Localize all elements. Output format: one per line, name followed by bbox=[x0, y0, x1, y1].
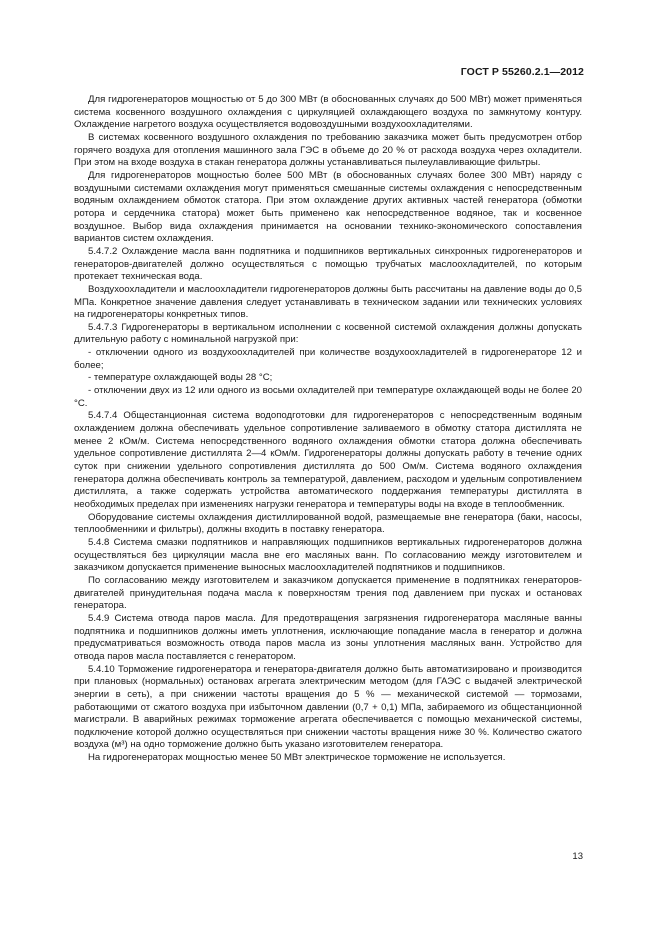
paragraph-cooler-pressure: Воздухоохладители и маслоохладители гидрогенераторов должны быть рассчитаны на давление воды до 0,5 МПа. Конкретное значение давления следует устанавливать в техническом задании или технических условиях на гидрогенераторы конкретных типов. bbox=[74, 283, 582, 321]
list-item-two-coolers-off: - отключении двух из 12 или одного из восьми охладителей при температуре охлаждающей воды не более 20 °С. bbox=[74, 385, 582, 409]
document-code-header: ГОСТ Р 55260.2.1—2012 bbox=[460, 66, 584, 78]
paragraph-distilled-equipment: Оборудование системы охлаждения дистиллированной водой, размещаемые вне генератора (баки, насосы, теплообменники и фильтры), должны входить в поставку генератора. bbox=[74, 511, 582, 536]
document-body bbox=[74, 94, 582, 765]
paragraph-forced-oil-supply: По согласованию между изготовителем и заказчиком допускается применение в подпятниках генераторов-двигателей принудительная подача масла к поверхностям трения под давлением при пусках и остановах генератора. bbox=[74, 574, 582, 612]
paragraph-5-4-7-3: 5.4.7.3 Гидрогенераторы в вертикальном исполнении с косвенной системой охлаждения должны допускать длительную работу с номинальной нагрузкой при: bbox=[74, 321, 582, 346]
paragraph-5-4-7-2: 5.4.7.2 Охлаждение масла ванн подпятника и подшипников вертикальных синхронных гидрогенераторов и генераторов-двигателей должно осуществляться с помощью трубчатых маслоохладителей, по которым протекает техническая вода. bbox=[74, 245, 582, 283]
paragraph-5-4-8: 5.4.8 Система смазки подпятников и направляющих подшипников вертикальных гидрогенераторов должна осуществляться без циркуляции масла вне его масляных ванн. По согласованию между изготовителем и заказчиком допускается применение выносных маслоохладителей подпятников и подшипников. bbox=[74, 536, 582, 574]
paragraph-5-4-9: 5.4.9 Система отвода паров масла. Для предотвращения загрязнения гидрогенератора масляные ванны подпятника и подшипников должны иметь уплотнения, исключающие попадание масла в генератор и должна предусматриваться возможность отвода паров масла из зоны уплотнения масляных ванн. Устройство для отвода паров масла поставляется с генератором. bbox=[74, 612, 582, 662]
paragraph-5-4-10: 5.4.10 Торможение гидрогенератора и генератора-двигателя должно быть автоматизировано и производится при плановых (нормальных) остановах агрегата электрическим методом (для ГАЭС с выдачей электрической энергии в сеть), а при снижении частоты вращения до 5 % — механической системой — тормозами, работающими от сжатого воздуха при избыточном давлении (0,7 + 0,1) МПа, забираемого из общестанционной магистрали. В аварийных режимах торможение агрегата обеспечивается с помощью механической системы, подключение которой должно осуществляться при снижении частоты вращения ниже 30 %. Количество сжатого воздуха (м³) на одно торможение должно быть указано изготовителем генератора. bbox=[74, 663, 582, 751]
paragraph-air-cooling-5-300: Для гидрогенераторов мощностью от 5 до 300 МВт (в обоснованных случаях до 500 МВт) может применяться система косвенного воздушного охлаждения с циркуляцией охлаждающего воздуха по замкнутому контуру. Охлаждение нагретого воздуха осуществляется водовоздушными воздухоохладителями. bbox=[74, 94, 582, 131]
paragraph-hot-air-extraction: В системах косвенного воздушного охлаждения по требованию заказчика может быть предусмотрен отбор горячего воздуха для отопления машинного зала ГЭС в объеме до 20 % от расхода воздуха через охладители. При этом на входе воздуха в стакан генератора должны устанавливаться пылеулавливающие фильтры. bbox=[74, 131, 582, 169]
list-item-one-cooler-off: - отключении одного из воздухоохладителей при количестве воздухоохладителей в гидрогенераторе 12 и более; bbox=[74, 347, 582, 371]
list-item-water-temperature: - температуре охлаждающей воды 28 °С; bbox=[88, 372, 273, 384]
paragraph-mixed-cooling: Для гидрогенераторов мощностью более 500 МВт (в обоснованных случаях более 300 МВт) наряду с воздушными системами охлаждения могут применяться смешанные системы охлаждения с непосредственным водяным охлаждением обмоток статора. При этом охлаждение других активных частей генератора (обмотки ротора и сердечника статора) может быть применено как непосредственное водяное, так и косвенное воздушное. Выбор вида охлаждения принимается на основании технико-экономического сопоставления вариантов систем охлаждения. bbox=[74, 169, 582, 245]
paragraph-no-electric-braking: На гидрогенераторах мощностью менее 50 МВт электрическое торможение не используется. bbox=[88, 752, 506, 764]
page-number: 13 bbox=[572, 851, 583, 862]
paragraph-5-4-7-4: 5.4.7.4 Общестанционная система водоподготовки для гидрогенераторов с непосредственным водяным охлаждением должна обеспечивать удельное сопротивление заливаемого в обмотку статора дистиллята не менее 2 кОм/м. Система непосредственного водяного охлаждения обмотки статора должна обеспечивать удельное сопротивление дистиллята 2—4 кОм/м. Гидрогенераторы должны допускать работу в течение одних суток при снижении удельного сопротивления дистиллята до 500 Ом/м. Система водяного охлаждения генератора должна обеспечивать контроль за температурой, давлением, расходом и удельным сопротивлением дистиллята, а также содержать устройства автоматического поддержания температуры дистиллята в необходимых пределах при изменениях нагрузки генератора и температуры воды на входе в теплообменник. bbox=[74, 410, 582, 510]
